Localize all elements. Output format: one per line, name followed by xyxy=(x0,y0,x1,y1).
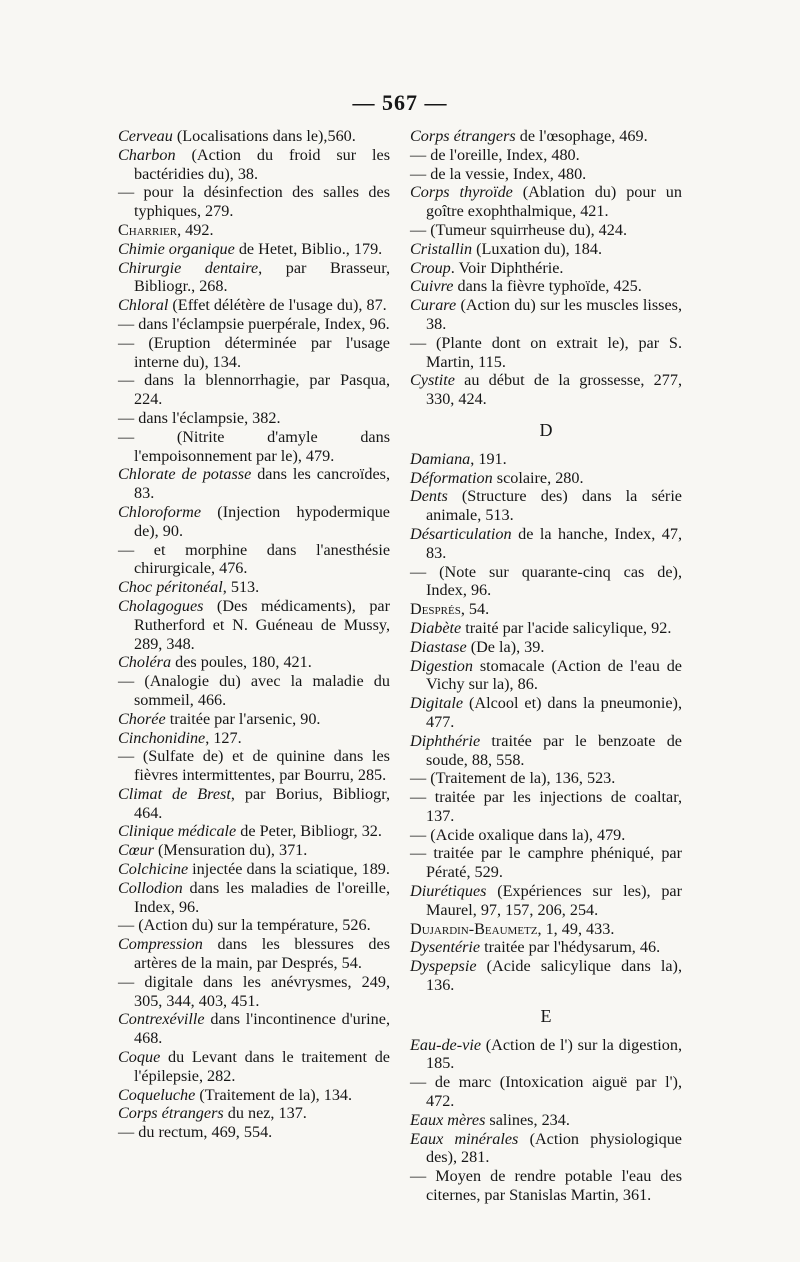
entry-text: — dans l'éclampsie, 382. xyxy=(118,408,281,427)
entry-text: — de l'oreille, Index, 480. xyxy=(410,145,580,164)
entry-text: — traitée par les injections de coaltar, 137. xyxy=(410,788,682,825)
entry-text: — pour la désinfection des salles des typhiques, 279. xyxy=(118,183,390,221)
entry-text: de Hetet, Biblio., 179. xyxy=(234,239,383,258)
entry-text: injectée dans la sciatique, 189. xyxy=(188,860,390,879)
index-entry xyxy=(118,183,390,221)
entry-text: (Mensuration du), 371. xyxy=(154,841,308,860)
entry-heading: Coqueluche xyxy=(118,1085,196,1104)
entry-text: au début de la grossesse, 277, 330, 424. xyxy=(426,371,682,409)
index-entry xyxy=(410,450,682,469)
entry-heading: Désarticulation xyxy=(410,524,512,543)
entry-heading: Cinchonidine xyxy=(118,728,206,747)
index-entry xyxy=(118,503,390,541)
entry-heading: Cystite xyxy=(410,371,455,390)
entry-heading: Chimie organique xyxy=(118,239,235,258)
index-entry xyxy=(118,296,390,315)
entry-heading: Déformation xyxy=(410,468,493,487)
index-entry xyxy=(118,916,390,935)
index-entry xyxy=(118,1086,390,1105)
index-entry xyxy=(118,1123,390,1142)
index-entry xyxy=(118,729,390,748)
index-entry xyxy=(118,409,390,428)
entry-text: traité par l'acide salicylique, 92. xyxy=(461,618,672,637)
entry-text: — (Analogie du) avec la maladie du sommeil, 466. xyxy=(118,672,390,709)
entry-heading: Clinique médicale xyxy=(118,822,237,841)
entry-heading: Cholagogues xyxy=(118,596,204,615)
entry-text: traitée par le benzoate de soude, 88, 558. xyxy=(426,731,682,769)
entry-heading: Diphthérie xyxy=(410,731,481,750)
index-entry xyxy=(118,597,390,653)
index-entry xyxy=(410,1111,682,1130)
entry-text: (Traitement de la), 134. xyxy=(195,1085,353,1104)
entry-heading: Contrexéville xyxy=(118,1010,205,1029)
entry-text: du Levant dans le traitement de l'épilepsie, 282. xyxy=(134,1048,390,1085)
entry-text: (De la), 39. xyxy=(466,637,545,656)
index-entry xyxy=(410,183,682,221)
index-entry xyxy=(410,240,682,259)
entry-heading: Dyspepsie xyxy=(410,957,477,976)
index-entry xyxy=(410,525,682,563)
index-entry xyxy=(410,221,682,240)
entry-heading: Compression xyxy=(118,935,203,954)
index-entry xyxy=(118,1010,390,1048)
index-entry xyxy=(410,769,682,788)
entry-text: , 191. xyxy=(470,449,507,468)
entry-heading: Choléra xyxy=(118,653,172,672)
entry-heading: Dents xyxy=(410,487,448,506)
index-entry xyxy=(118,371,390,409)
index-entry xyxy=(118,428,390,466)
entry-text: de Peter, Bibliogr, 32. xyxy=(236,822,382,841)
index-entry xyxy=(410,259,682,278)
entry-heading: Chorée xyxy=(118,709,166,728)
index-entry xyxy=(410,1073,682,1111)
index-entry xyxy=(118,315,390,334)
index-entry xyxy=(410,1130,682,1168)
entry-text: salines, 234. xyxy=(485,1110,570,1129)
index-entry xyxy=(410,1036,682,1074)
index-entry xyxy=(410,296,682,334)
entry-heading: Corps étrangers xyxy=(410,127,516,145)
index-entry xyxy=(118,240,390,259)
entry-heading: Croup xyxy=(410,258,451,277)
index-entry xyxy=(118,973,390,1011)
entry-heading: Chlorate de potasse xyxy=(118,465,252,484)
index-entry xyxy=(118,1104,390,1123)
index-entry xyxy=(410,487,682,525)
entry-text: (Alcool et) dans la pneumonie), 477. xyxy=(426,694,682,731)
index-entry xyxy=(410,371,682,409)
entry-text: scolaire, 280. xyxy=(492,468,584,487)
index-entry xyxy=(410,844,682,882)
entry-heading: Digestion xyxy=(410,656,473,675)
index-entry xyxy=(410,277,682,296)
page-number: — 567 — xyxy=(352,90,448,115)
entry-heading: Després xyxy=(410,600,461,619)
index-entry xyxy=(118,1048,390,1086)
index-entry xyxy=(118,672,390,710)
index-entry xyxy=(410,938,682,957)
entry-heading: Charrier xyxy=(118,220,178,239)
index-column-left xyxy=(118,127,390,1142)
entry-text: (Action de l') sur la digestion, 185. xyxy=(426,1035,682,1073)
entry-heading: Colchicine xyxy=(118,860,189,879)
entry-text: — et morphine dans l'anesthésie chirurgicale, 476. xyxy=(118,540,390,578)
entry-text: , par Brasseur, Bibliogr., 268. xyxy=(134,258,390,296)
index-entry xyxy=(410,563,682,601)
entry-heading: Choc péritonéal xyxy=(118,578,223,597)
entry-text: (Action physiologique des), 281. xyxy=(426,1129,682,1167)
index-entry xyxy=(410,882,682,920)
index-entry xyxy=(410,788,682,826)
entry-text: (Expériences sur les), par Maurel, 97, 157, 206, 254. xyxy=(426,882,682,919)
entry-text: (Action du) sur les muscles lisses, 38. xyxy=(426,296,682,333)
index-entry xyxy=(118,221,390,240)
entry-text: — (Acide oxalique dans la), 479. xyxy=(410,825,626,844)
section-letter: E xyxy=(540,1005,552,1026)
entry-text: — traitée par le camphre phéniqué, par Pératé, 529. xyxy=(410,844,682,882)
entry-heading: Climat de Brest xyxy=(118,784,231,803)
entry-text: , 513. xyxy=(222,578,260,597)
entry-text: — (Traitement de la), 136, 523. xyxy=(410,769,616,788)
entry-text: de l'œsophage, 469. xyxy=(515,127,648,145)
entry-heading: Eau-de-vie xyxy=(410,1035,482,1054)
entry-text: — de la vessie, Index, 480. xyxy=(410,164,587,183)
entry-heading: Eaux minérales xyxy=(410,1129,519,1148)
index-entry xyxy=(410,694,682,732)
entry-heading: Corps étrangers xyxy=(118,1104,224,1123)
entry-heading: Cuivre xyxy=(410,277,454,296)
entry-text: — (Action du) sur la température, 526. xyxy=(118,916,371,935)
entry-text: — (Nitrite d'amyle dans l'empoisonnement par le), 479. xyxy=(118,427,390,465)
entry-text: — (Sulfate de) et de quinine dans les fièvres intermittentes, par Bourru, 285. xyxy=(118,747,390,785)
index-entry xyxy=(410,957,682,995)
index-entry xyxy=(118,541,390,579)
entry-text: (Luxation du), 184. xyxy=(472,239,603,258)
index-entry xyxy=(410,657,682,695)
entry-heading: Collodion xyxy=(118,878,183,897)
entry-heading: Chirurgie dentaire xyxy=(118,258,259,277)
entry-text: , 1, 49, 433. xyxy=(537,919,615,938)
index-entry xyxy=(410,334,682,372)
index-entry xyxy=(118,146,390,184)
entry-text: — (Plante dont on extrait le), par S. Martin, 115. xyxy=(410,333,682,371)
entry-text: , par Borius, Bibliogr, 464. xyxy=(134,784,391,822)
entry-heading: Digitale xyxy=(410,694,464,713)
index-entry xyxy=(410,638,682,657)
section-letter: D xyxy=(539,419,553,440)
index-entry xyxy=(118,710,390,729)
entry-text: des poules, 180, 421. xyxy=(171,653,312,672)
index-entry xyxy=(118,653,390,672)
entry-text: , 54. xyxy=(460,600,490,619)
index-entry xyxy=(118,841,390,860)
entry-text: dans l'incontinence d'urine, 468. xyxy=(134,1010,390,1048)
entry-text: — (Tumeur squirrheuse du), 424. xyxy=(410,220,628,239)
index-entry xyxy=(410,1167,682,1205)
entry-heading: Cerveau xyxy=(118,127,173,145)
entry-text: dans les cancroïdes, 83. xyxy=(134,465,390,503)
entry-text: — dans la blennorrhagie, par Pasqua, 224. xyxy=(118,371,390,409)
entry-text: , 127. xyxy=(205,728,242,747)
index-entry xyxy=(118,935,390,973)
entry-heading: Dysentérie xyxy=(410,938,481,957)
index-entry xyxy=(118,785,390,823)
entry-text: — de marc (Intoxication aiguë par l'), 472. xyxy=(410,1073,682,1111)
index-entry xyxy=(118,578,390,597)
entry-heading: Diurétiques xyxy=(410,882,487,901)
entry-text: dans la fièvre typhoïde, 425. xyxy=(453,277,642,296)
index-entry xyxy=(410,826,682,845)
index-entry xyxy=(410,469,682,488)
entry-text: (Action du froid sur les bactéridies du), 38. xyxy=(134,145,390,183)
index-entry xyxy=(410,619,682,638)
entry-text: dans les maladies de l'oreille, Index, 96. xyxy=(134,878,390,916)
entry-heading: Corps thyroïde xyxy=(410,183,513,202)
entry-text: (Acide salicylique dans la), 136. xyxy=(426,957,682,995)
entry-text: (Injection hypodermique de), 90. xyxy=(134,502,390,540)
entry-heading: Charbon xyxy=(118,145,176,164)
index-entry xyxy=(118,259,390,297)
entry-heading: Damiana xyxy=(410,449,471,468)
entry-text: — (Note sur quarante-cinq cas de), Index, 96. xyxy=(410,562,682,600)
index-column-right xyxy=(410,127,682,1205)
index-entry xyxy=(410,146,682,165)
entry-text: — dans l'éclampsie puerpérale, Index, 96. xyxy=(118,314,390,333)
entry-text: — du rectum, 469, 554. xyxy=(118,1123,273,1142)
entry-heading: Curare xyxy=(410,296,457,315)
index-entry xyxy=(118,879,390,917)
index-entry xyxy=(118,860,390,879)
entry-text: — digitale dans les anévrysmes, 249, 305, 344, 403, 451. xyxy=(118,972,390,1010)
entry-heading: Diastase xyxy=(410,637,467,656)
entry-text: — Moyen de rendre potable l'eau des citernes, par Stanislas Martin, 361. xyxy=(410,1167,682,1205)
entry-text: — (Eruption déterminée par l'usage interne du), 134. xyxy=(118,333,390,371)
entry-heading: Eaux mères xyxy=(410,1110,486,1129)
entry-text: (Des médicaments), par Rutherford et N. Guéneau de Mussy, 289, 348. xyxy=(134,596,390,653)
index-entry xyxy=(118,465,390,503)
entry-text: (Structure des) dans la série animale, 513. xyxy=(426,487,682,525)
entry-text: (Effet délétère de l'usage du), 87. xyxy=(168,296,387,315)
entry-heading: Diabète xyxy=(410,618,462,637)
index-entry xyxy=(410,920,682,939)
entry-text: , 492. xyxy=(177,220,214,239)
entry-heading: Chloral xyxy=(118,296,169,315)
entry-heading: Cristallin xyxy=(410,239,473,258)
entry-text: (Ablation du) pour un goître exophthalmique, 421. xyxy=(426,183,682,221)
entry-heading: Cœur xyxy=(118,841,154,860)
index-entry xyxy=(118,747,390,785)
entry-text: traitée par l'hédysarum, 46. xyxy=(480,938,661,957)
index-entry xyxy=(118,127,390,146)
entry-text: (Localisations dans le),560. xyxy=(172,127,356,145)
entry-text: dans les blessures des artères de la main, par Després, 54. xyxy=(134,935,390,973)
entry-heading: Coque xyxy=(118,1048,161,1067)
entry-text: du nez, 137. xyxy=(223,1104,307,1123)
index-entry xyxy=(118,822,390,841)
index-entry xyxy=(410,127,682,146)
entry-text: . Voir Diphthérie. xyxy=(450,258,564,277)
index-entry xyxy=(410,732,682,770)
entry-text: traitée par l'arsenic, 90. xyxy=(165,709,321,728)
index-entry xyxy=(410,600,682,619)
index-entry xyxy=(410,165,682,184)
entry-text: stomacale (Action de l'eau de Vichy sur la), 86. xyxy=(426,656,682,694)
entry-heading: Chloroforme xyxy=(118,502,202,521)
entry-text: de la hanche, Index, 47, 83. xyxy=(426,524,682,562)
entry-heading: Dujardin-Beaumetz xyxy=(410,919,538,938)
index-entry xyxy=(118,334,390,372)
